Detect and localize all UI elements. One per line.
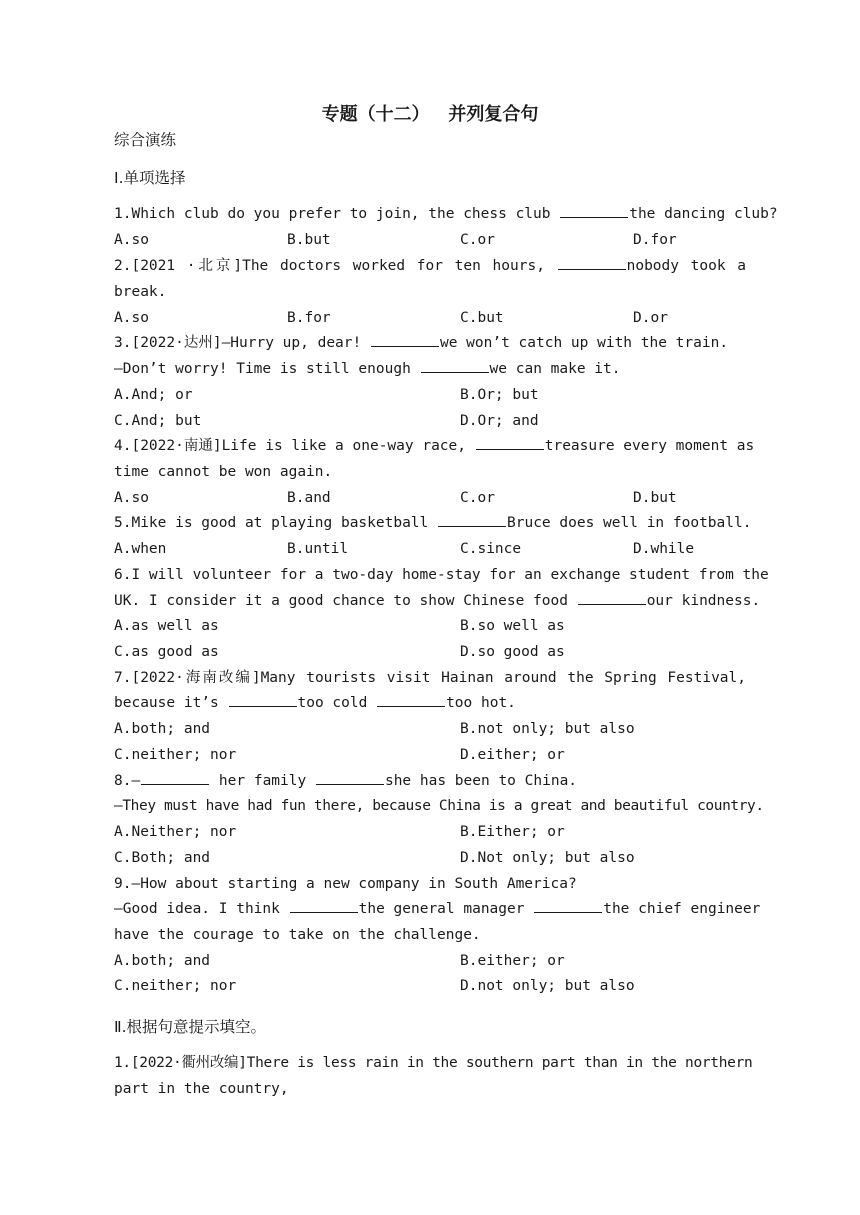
- question-9-reply: —Good idea. I think the general manager the chief engineer: [114, 901, 761, 917]
- fill-question-1-stem: 1.[2022·衢州改编]There is less rain in the southern part than in the northern: [114, 1055, 753, 1071]
- q2-option-d[interactable]: D.or: [633, 310, 668, 326]
- answer-blank[interactable]: [290, 899, 358, 913]
- q4-option-a[interactable]: A.so: [114, 490, 149, 506]
- q5-option-d[interactable]: D.while: [633, 541, 695, 557]
- q4-option-b[interactable]: B.and: [287, 490, 331, 506]
- answer-blank[interactable]: [438, 513, 506, 527]
- section-heading-2: Ⅱ.根据句意提示填空。: [114, 1018, 267, 1036]
- q8-option-d[interactable]: D.Not only; but also: [460, 850, 635, 866]
- answer-blank[interactable]: [476, 436, 544, 450]
- q4-option-c[interactable]: C.or: [460, 490, 495, 506]
- q1-option-c[interactable]: C.or: [460, 232, 495, 248]
- answer-blank[interactable]: [229, 693, 297, 707]
- answer-blank[interactable]: [558, 256, 626, 270]
- q5-option-b[interactable]: B.until: [287, 541, 349, 557]
- question-5-stem: 5.Mike is good at playing basketball Bruce does well in football.: [114, 515, 752, 531]
- q7-option-d[interactable]: D.either; or: [460, 747, 565, 763]
- q9-option-b[interactable]: B.either; or: [460, 953, 565, 969]
- q5-option-a[interactable]: A.when: [114, 541, 167, 557]
- q6-option-b[interactable]: B.so well as: [460, 618, 565, 634]
- answer-blank[interactable]: [371, 333, 439, 347]
- q8-option-a[interactable]: A.Neither; nor: [114, 824, 237, 840]
- question-1-stem: 1.Which club do you prefer to join, the chess club the dancing club?: [114, 206, 778, 222]
- question-8-reply: —They must have had fun there, because China is a great and beautiful country.: [114, 798, 764, 814]
- q3-option-a[interactable]: A.And; or: [114, 387, 193, 403]
- question-7-stem: 7.[2022·海南改编]Many tourists visit Hainan around the Spring Festival,: [114, 670, 746, 686]
- question-9-stem: 9.—How about starting a new company in South America?: [114, 876, 577, 892]
- question-7-stem-cont: because it’s too cold too hot.: [114, 695, 516, 711]
- fill-question-1-stem-cont: part in the country,: [114, 1081, 289, 1097]
- q6-option-c[interactable]: C.as good as: [114, 644, 219, 660]
- question-4-stem: 4.[2022·南通]Life is like a one-way race, treasure every moment as: [114, 438, 755, 454]
- q6-option-a[interactable]: A.as well as: [114, 618, 219, 634]
- answer-blank[interactable]: [377, 693, 445, 707]
- q6-option-d[interactable]: D.so good as: [460, 644, 565, 660]
- question-2-stem: 2.[2021 ·北京]The doctors worked for ten hours, nobody took a: [114, 258, 746, 274]
- q9-option-d[interactable]: D.not only; but also: [460, 978, 635, 994]
- question-8-stem: 8.— her family she has been to China.: [114, 773, 578, 789]
- q2-option-b[interactable]: B.for: [287, 310, 331, 326]
- q8-option-b[interactable]: B.Either; or: [460, 824, 565, 840]
- subtitle: 综合演练: [114, 131, 177, 149]
- question-9-reply-cont: have the courage to take on the challenge.: [114, 927, 481, 943]
- page-title: 专题（十二） 并列复合句: [321, 104, 539, 125]
- q8-option-c[interactable]: C.Both; and: [114, 850, 211, 866]
- answer-blank[interactable]: [141, 771, 209, 785]
- q7-option-b[interactable]: B.not only; but also: [460, 721, 635, 737]
- q7-option-c[interactable]: C.neither; nor: [114, 747, 237, 763]
- q3-option-d[interactable]: D.Or; and: [460, 413, 539, 429]
- answer-blank[interactable]: [534, 899, 602, 913]
- question-6-stem-cont: UK. I consider it a good chance to show Chinese food our kindness.: [114, 593, 761, 609]
- section-heading-1: Ⅰ.单项选择: [114, 169, 186, 187]
- q1-option-a[interactable]: A.so: [114, 232, 149, 248]
- q1-option-b[interactable]: B.but: [287, 232, 331, 248]
- q9-option-c[interactable]: C.neither; nor: [114, 978, 237, 994]
- answer-blank[interactable]: [421, 359, 489, 373]
- q3-option-b[interactable]: B.Or; but: [460, 387, 539, 403]
- question-3-stem: 3.[2022·达州]—Hurry up, dear! we won’t catch up with the train.: [114, 335, 729, 351]
- q4-option-d[interactable]: D.but: [633, 490, 677, 506]
- question-4-stem-cont: time cannot be won again.: [114, 464, 333, 480]
- q1-option-d[interactable]: D.for: [633, 232, 677, 248]
- q9-option-a[interactable]: A.both; and: [114, 953, 211, 969]
- q7-option-a[interactable]: A.both; and: [114, 721, 211, 737]
- answer-blank[interactable]: [560, 204, 628, 218]
- q2-option-a[interactable]: A.so: [114, 310, 149, 326]
- question-6-stem: 6.I will volunteer for a two-day home-stay for an exchange student from the: [114, 567, 769, 583]
- q3-option-c[interactable]: C.And; but: [114, 413, 202, 429]
- question-3-reply: —Don’t worry! Time is still enough we can make it.: [114, 361, 621, 377]
- q2-option-c[interactable]: C.but: [460, 310, 504, 326]
- answer-blank[interactable]: [578, 591, 646, 605]
- question-2-stem-cont: break.: [114, 284, 167, 300]
- q5-option-c[interactable]: C.since: [460, 541, 522, 557]
- answer-blank[interactable]: [316, 771, 384, 785]
